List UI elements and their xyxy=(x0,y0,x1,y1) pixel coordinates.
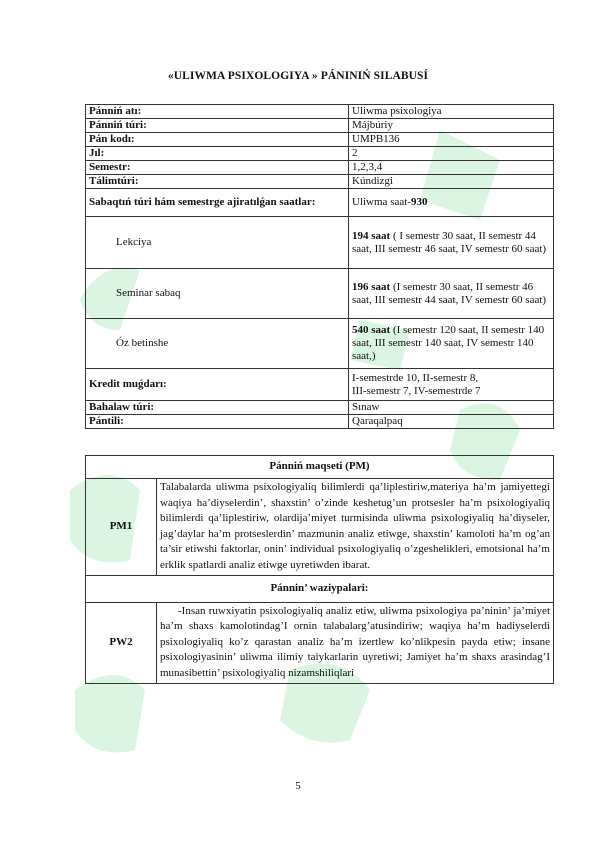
course-info-table xyxy=(85,104,554,429)
hours-detail: ( I semestr 30 saat, II semestr 44 saat, III semestr 46 saat, IV semestr 60 saat) xyxy=(352,229,547,255)
table-row xyxy=(86,175,554,189)
info-value: Májbúriy xyxy=(349,119,554,133)
info-key: Pánniń túri: xyxy=(86,119,349,133)
table-row xyxy=(86,119,554,133)
table-row xyxy=(86,319,554,369)
info-key: Sabaqtıń túri hám semestrge ajiratılǵan saatlar: xyxy=(86,189,349,217)
hours-detail: (I semestr 120 saat, II semestr 140 saat, III semestr 140 saat, IV semestr 140 saat,) xyxy=(352,324,545,362)
table-row xyxy=(86,456,554,479)
credit-value xyxy=(349,369,554,401)
hours-key: Seminar sabaq xyxy=(86,269,349,319)
hours-detail: (I semestr 30 saat, II semestr 46 saat, III semestr 44 saat, IV semestr 60 saat) xyxy=(352,280,547,306)
credit-line: I-semestrde 10, II-semestr 8, xyxy=(352,371,479,384)
info-key: Pántili: xyxy=(86,415,349,429)
page-number: 5 xyxy=(295,780,301,792)
goals-table xyxy=(85,455,554,684)
info-key: Tálimtúri: xyxy=(86,175,349,189)
info-value: Kúndizgi xyxy=(349,175,554,189)
table-row xyxy=(86,269,554,319)
table-row xyxy=(86,105,554,119)
hours-total: 194 saat xyxy=(352,229,391,242)
hours-value xyxy=(349,217,554,269)
goal-text: Talabalarda uliwma psixologiyaliq bilimlerdi qa’liplestiriw,materiya ha’m jamiyettegi waqiya ha’diyselerdin’, shaxstin’ o’zinde keshetug’un protsesler ha’m psixologiyaliq bilimlerdi qa’liplestiriw, olardija’miyet turmisinda uliwma psixologiyaliq ha’diyseler, jag’daylar ha’m protseslerdin’ mazmunin analiz etiwge, shaxstin’ kamoloti ha’m og’an ta’sir etiwshi faktorlar, onin’ individual psixologiyaliq o’zgeshelikleri, emotsional ha’m erklik spatlardi analiz etiwge uyretiwden ibarat. xyxy=(157,479,554,576)
section-header-goal: Pánniń maqseti (PM) xyxy=(86,456,554,479)
task-text: -Insan ruwxiyatin psixologiyaliq analiz etiw, uliwma psixologiya pa’ninin’ ja’miyet ha’m shaxs kamolotindag’I ornin talabalarg’atusindiriw; waqiya ha’m hadiyselerdi psixologiyaliq ko’z qarastan analiz ha’m izertlew ko’nlikpesin payda etiw; insane psixologiyasinin’ uliwma ilimiy taiykarlarin uyretiwi; Jamiyet ha’m shaxs arasindag’I munasibettin’ psixologiyaliq nizamshiliqlari xyxy=(157,602,554,683)
table-row xyxy=(86,147,554,161)
syllabus-title: «ULIWMA PSIXOLOGIYA » PÁNINIŃ SILABUSÍ xyxy=(167,70,429,82)
table-row xyxy=(86,133,554,147)
info-key: Bahalaw túri: xyxy=(86,401,349,415)
hours-value xyxy=(349,319,554,369)
hours-total: 196 saat xyxy=(352,280,391,293)
info-value: UMPB136 xyxy=(349,133,554,147)
table-row xyxy=(86,189,554,217)
task-code: PW2 xyxy=(86,602,157,683)
info-value: Qaraqalpaq xyxy=(349,415,554,429)
total-hours-value: 930 xyxy=(410,196,428,208)
info-key: Kredit muǵdarı: xyxy=(86,369,349,401)
table-row xyxy=(86,575,554,602)
info-value: 2 xyxy=(349,147,554,161)
info-value: 1,2,3,4 xyxy=(349,161,554,175)
info-key: Semestr: xyxy=(86,161,349,175)
table-row xyxy=(86,369,554,401)
info-key: Pánniń atı: xyxy=(86,105,349,119)
table-row xyxy=(86,415,554,429)
info-key: Jıl: xyxy=(86,147,349,161)
table-row xyxy=(86,401,554,415)
table-row xyxy=(86,479,554,576)
info-key: Pán kodı: xyxy=(86,133,349,147)
hours-key: Óz betinshe xyxy=(86,319,349,369)
hours-value xyxy=(349,269,554,319)
info-value xyxy=(349,189,554,217)
credit-line: III-semestr 7, IV-semestrde 7 xyxy=(352,384,481,397)
goal-code: PM1 xyxy=(86,479,157,576)
hours-key: Lekciya xyxy=(86,217,349,269)
section-header-tasks: Pánnin’ waziypalari: xyxy=(86,575,554,602)
info-value: Uliwma psixologiya xyxy=(349,105,554,119)
hours-total: 540 saat xyxy=(352,324,391,336)
info-value: Sınaw xyxy=(349,401,554,415)
table-row xyxy=(86,161,554,175)
total-hours-label: Uliwma saat- xyxy=(352,196,411,208)
table-row xyxy=(86,217,554,269)
table-row xyxy=(86,602,554,683)
